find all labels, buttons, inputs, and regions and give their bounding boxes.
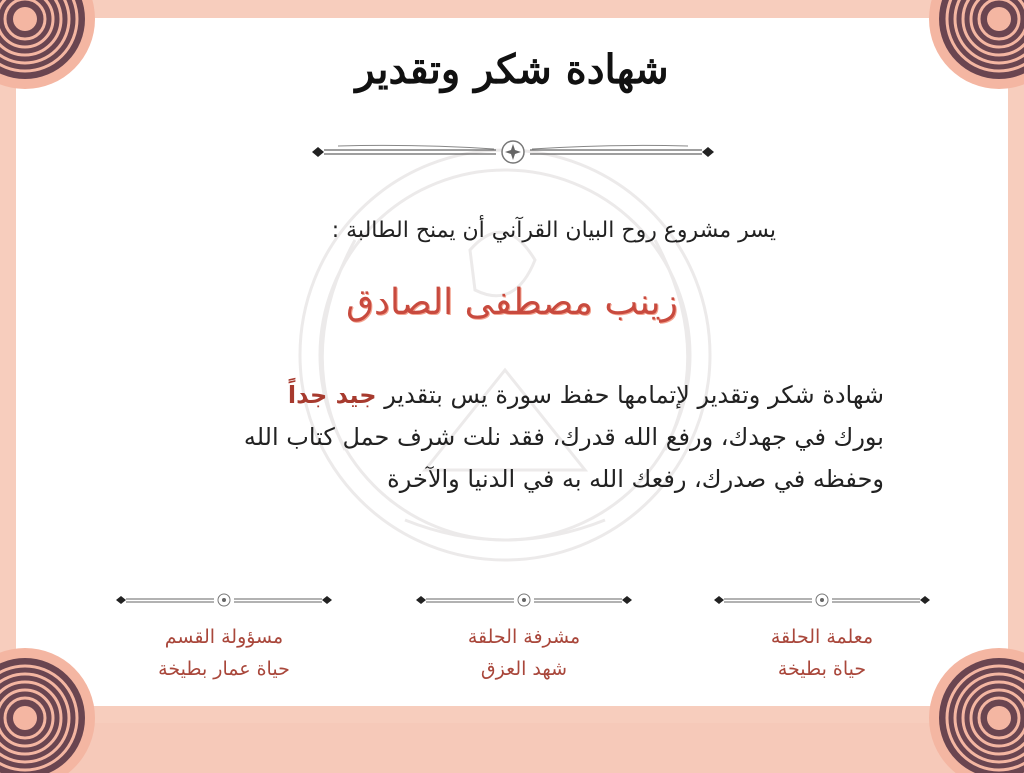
signature-name: شهد العزق bbox=[414, 658, 634, 680]
certificate-body bbox=[124, 374, 884, 500]
body-line-2: بورك في جهدك، ورفع الله قدرك، فقد نلت شرف حمل كتاب الله bbox=[124, 416, 884, 458]
signature-divider-icon bbox=[712, 590, 932, 612]
signature-divider-icon bbox=[114, 590, 334, 612]
signature-name: حياة بطيخة bbox=[712, 658, 932, 680]
signature-block-supervisor bbox=[414, 590, 634, 680]
body-line-3: وحفظه في صدرك، رفعك الله به في الدنيا والآخرة bbox=[124, 458, 884, 500]
intro-text: يسر مشروع روح البيان القرآني أن يمنح الطالبة : bbox=[216, 218, 776, 243]
star-divider-icon bbox=[308, 140, 718, 164]
student-name: زينب مصطفى الصادق bbox=[0, 282, 1024, 323]
body-text-before-grade: شهادة شكر وتقدير لإتمامها حفظ سورة يس بتقدير bbox=[377, 381, 884, 409]
grade-text: جيد جداً bbox=[288, 381, 377, 409]
corner-ornament-icon bbox=[0, 623, 120, 773]
signature-divider-icon bbox=[414, 590, 634, 612]
signature-role: معلمة الحلقة bbox=[712, 626, 932, 648]
signature-role: مشرفة الحلقة bbox=[414, 626, 634, 648]
wreath-watermark-icon bbox=[235, 120, 775, 590]
body-line-1 bbox=[124, 374, 884, 416]
signature-block-head bbox=[114, 590, 334, 680]
signature-block-teacher bbox=[712, 590, 932, 680]
signature-name: حياة عمار بطيخة bbox=[114, 658, 334, 680]
certificate-title: شهادة شكر وتقدير bbox=[0, 46, 1024, 93]
signature-role: مسؤولة القسم bbox=[114, 626, 334, 648]
